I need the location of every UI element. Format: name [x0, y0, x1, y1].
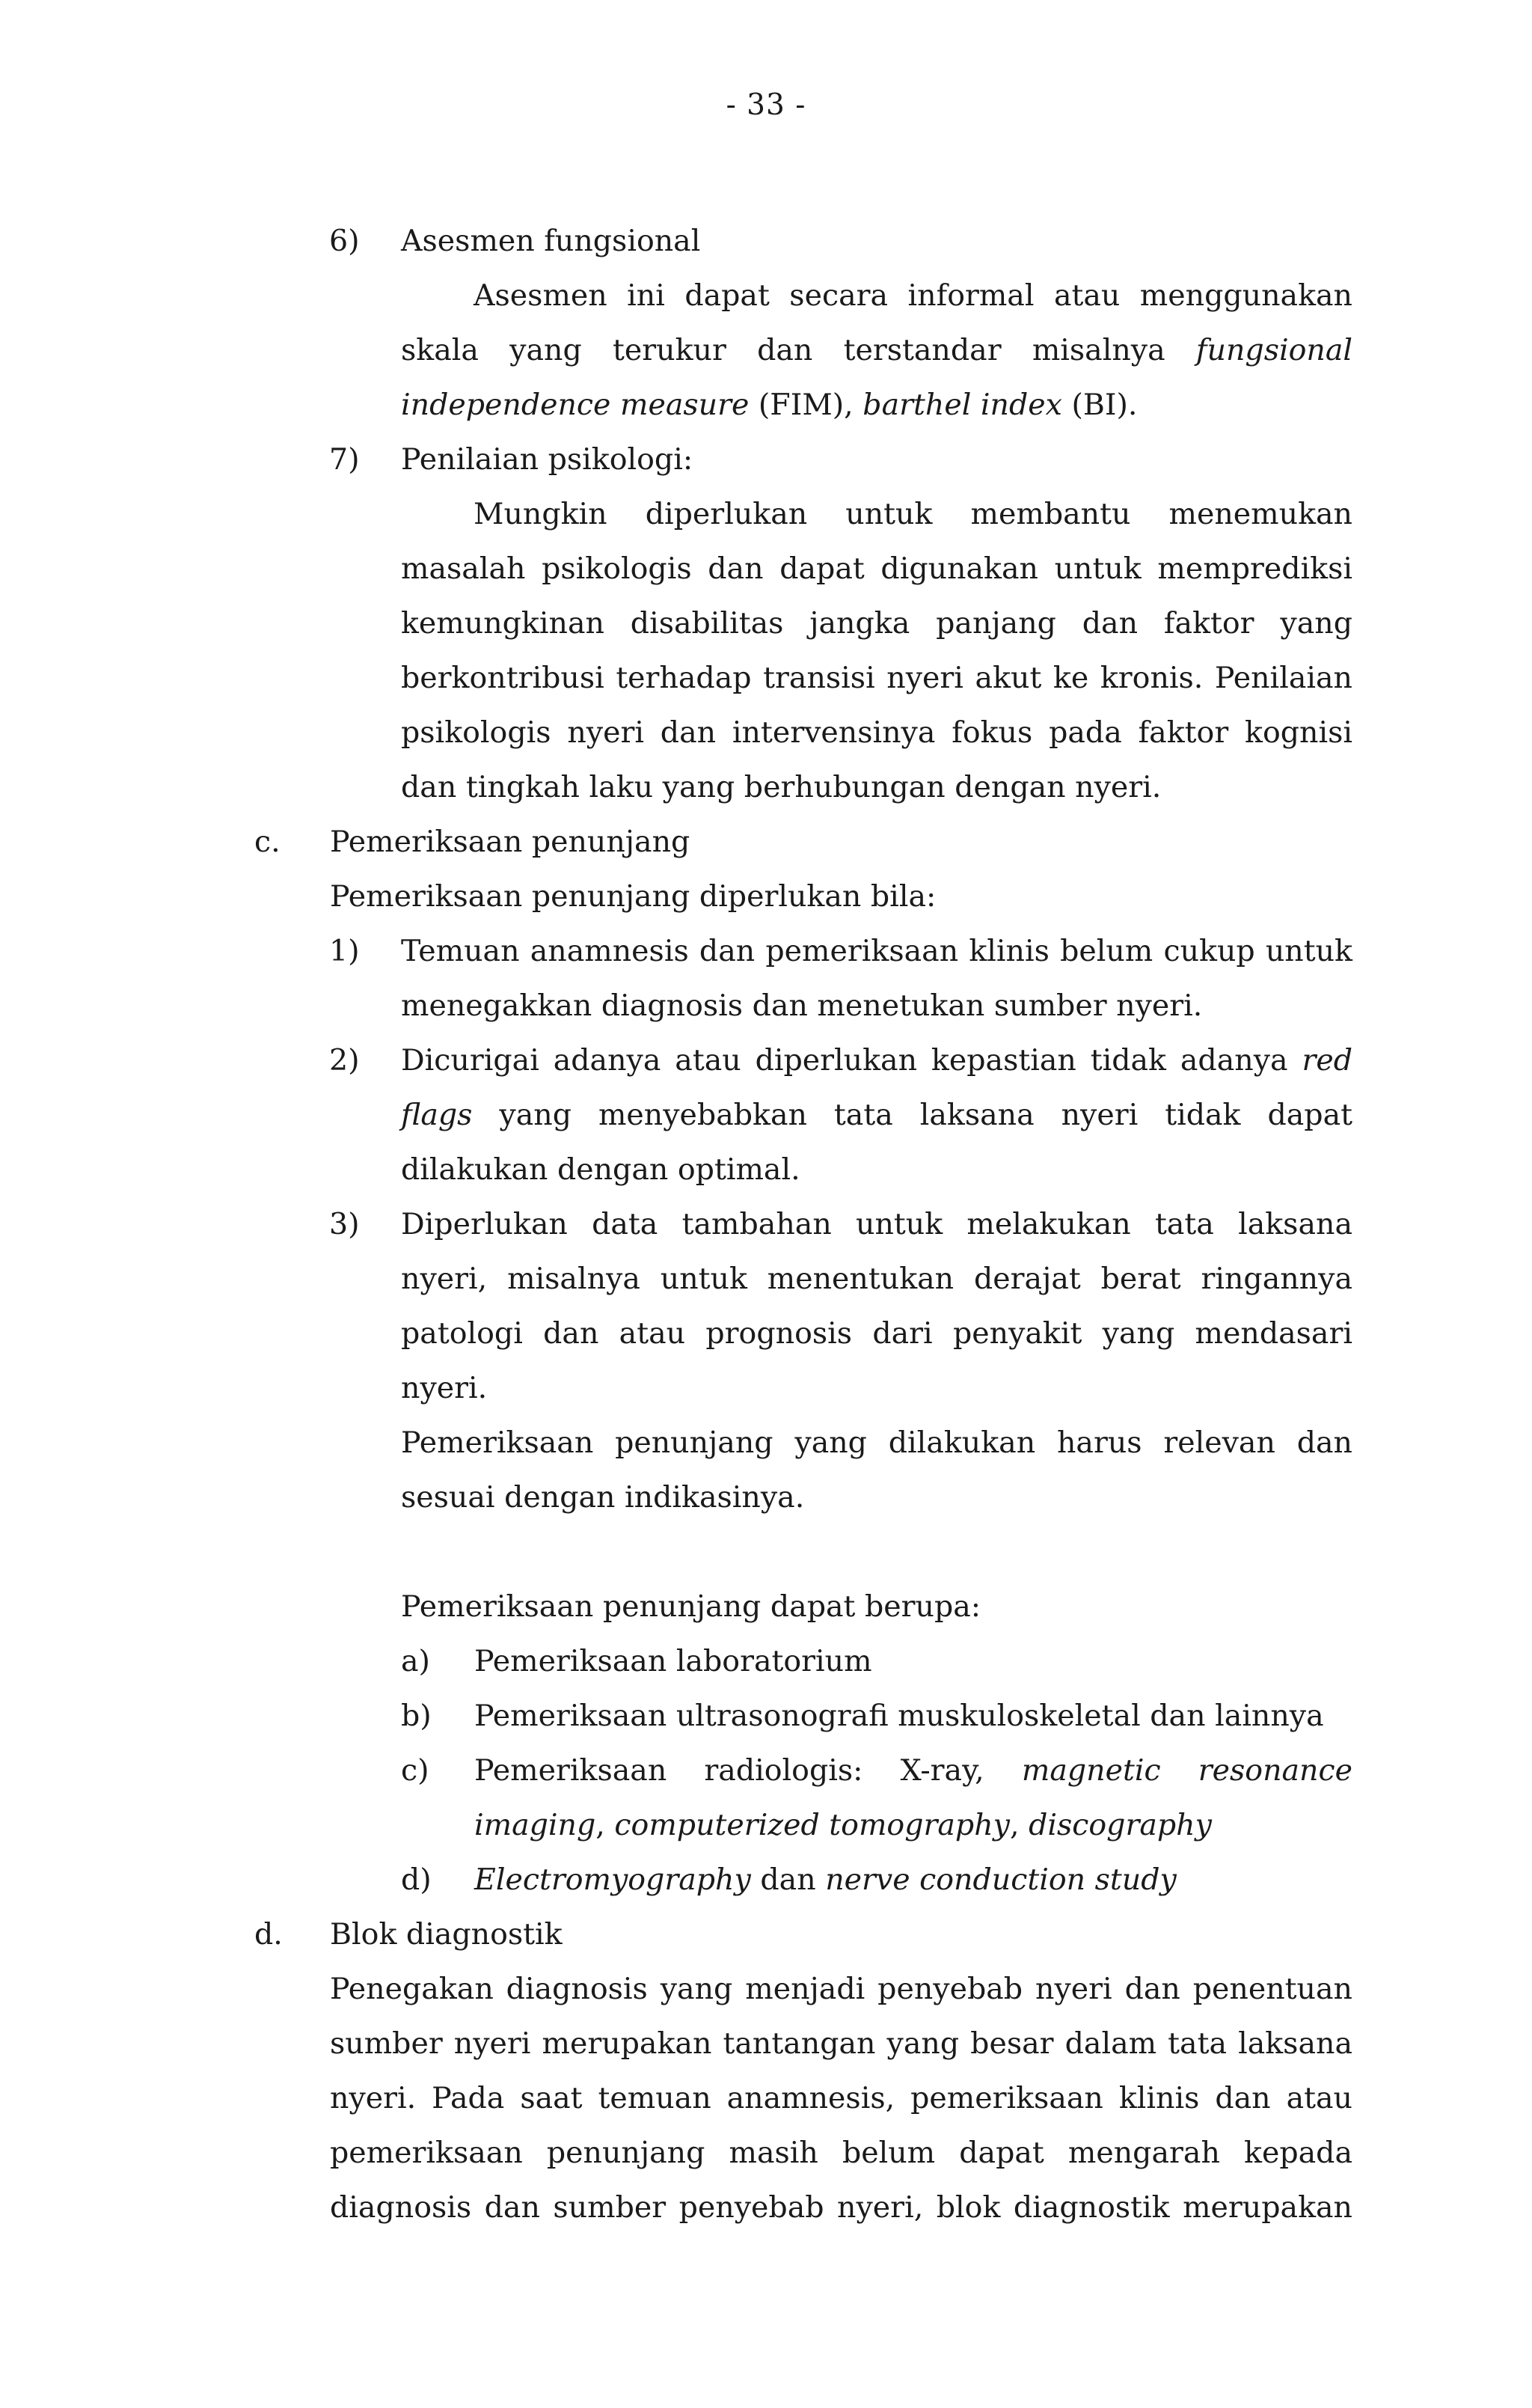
- item-text: [474, 1744, 1352, 1853]
- paragraph-text: (BI).: [1061, 388, 1138, 422]
- item-text: Temuan anamnesis dan pemeriksaan klinis belum cukup untuk menegakkan diagnosis dan menetukan sumber nyeri.: [401, 934, 1352, 1023]
- form-item-c: [251, 1744, 1352, 1853]
- italic-term: computerized tomography: [614, 1808, 1010, 1842]
- item-letter: c): [401, 1753, 429, 1788]
- item-letter: b): [401, 1699, 432, 1733]
- section-letter: d.: [254, 1917, 283, 1952]
- form-item-d: [251, 1853, 1352, 1907]
- item-heading: Asesmen fungsional: [401, 224, 701, 258]
- list-item: [251, 1033, 1352, 1197]
- item-text-part: Pemeriksaan radiologis: X-ray,: [474, 1753, 1022, 1788]
- spacer: [251, 1525, 1352, 1580]
- item-6-paragraph: [401, 269, 1352, 433]
- item-text: Diperlukan data tambahan untuk melakukan tata laksana nyeri, misalnya untuk menentukan derajat berat ringannya patologi dan atau prognosis dari penyakit yang mendasari nyeri.: [401, 1207, 1352, 1405]
- italic-term: discography: [1029, 1808, 1212, 1842]
- italic-term: barthel index: [862, 388, 1062, 422]
- paragraph-text: Asesmen ini dapat secara informal atau menggunakan skala yang terukur dan terstandar misalnya: [401, 278, 1352, 367]
- item-text-part: Dicurigai adanya atau diperlukan kepastian tidak adanya: [401, 1043, 1302, 1078]
- section-heading: Blok diagnostik: [330, 1917, 563, 1952]
- forms-intro: Pemeriksaan penunjang dapat berupa:: [401, 1589, 981, 1624]
- item-text-part: ,: [595, 1808, 615, 1842]
- item-text-part: dan: [750, 1862, 826, 1897]
- section-d-paragraph: Penegakan diagnosis yang menjadi penyebab nyeri dan penentuan sumber nyeri merupakan tantangan yang besar dalam tata laksana nyeri. Pada saat temuan anamnesis, pemeriksaan klinis dan atau pemeriksaan penunjang masih belum dapat mengarah kepada diagnosis dan sumber penyebab nyeri, blok diagnostik merupakan: [330, 1972, 1352, 2225]
- form-item-b: [251, 1689, 1352, 1744]
- list-item: [251, 924, 1352, 1033]
- italic-term: fungsional independence measure: [401, 333, 1352, 422]
- paragraph-text: (FIM),: [749, 388, 863, 422]
- section-c: [251, 815, 1352, 870]
- italic-term: Electromyography: [474, 1862, 751, 1897]
- item-text: Pemeriksaan laboratorium: [474, 1644, 872, 1678]
- item-text-part: yang menyebabkan tata laksana nyeri tidak dapat dilakukan dengan optimal.: [401, 1098, 1352, 1187]
- item-number: 2): [329, 1043, 360, 1078]
- document-body: [251, 214, 1352, 2235]
- item-text: [401, 1033, 1352, 1197]
- item-letter: a): [401, 1644, 430, 1678]
- item-number: 3): [329, 1207, 360, 1241]
- item-heading: Penilaian psikologi:: [401, 442, 693, 477]
- item-text-part: ,: [1009, 1808, 1029, 1842]
- form-item-a: [251, 1634, 1352, 1689]
- relevance-note: Pemeriksaan penunjang yang dilakukan harus relevan dan sesuai dengan indikasinya.: [401, 1425, 1352, 1515]
- section-heading: Pemeriksaan penunjang: [330, 825, 690, 859]
- item-letter: d): [401, 1862, 432, 1897]
- section-d: [251, 1907, 1352, 1962]
- page-number: - 33 -: [726, 88, 806, 122]
- item-text: Pemeriksaan ultrasonografi muskuloskeletal dan lainnya: [474, 1699, 1324, 1733]
- item-number: 1): [329, 934, 360, 968]
- italic-term: red flags: [401, 1043, 1352, 1132]
- section-letter: c.: [254, 825, 281, 859]
- item-number: 7): [329, 442, 360, 477]
- item-7: [251, 433, 1352, 487]
- item-6: [251, 214, 1352, 269]
- section-c-intro: Pemeriksaan penunjang diperlukan bila:: [330, 879, 937, 914]
- italic-term: magnetic resonance imaging: [474, 1753, 1352, 1842]
- item-7-paragraph: Mungkin diperlukan untuk membantu menemukan masalah psikologis dan dapat digunakan untuk memprediksi kemungkinan disabilitas jangka panjang dan faktor yang berkontribusi terhadap transisi nyeri akut ke kronis. Penilaian psikologis nyeri dan intervensinya fokus pada faktor kognisi dan tingkah laku yang berhubungan dengan nyeri.: [401, 497, 1352, 804]
- item-number: 6): [329, 224, 360, 258]
- item-text: [474, 1853, 1352, 1907]
- italic-term: nerve conduction study: [825, 1862, 1177, 1897]
- list-item: [251, 1197, 1352, 1416]
